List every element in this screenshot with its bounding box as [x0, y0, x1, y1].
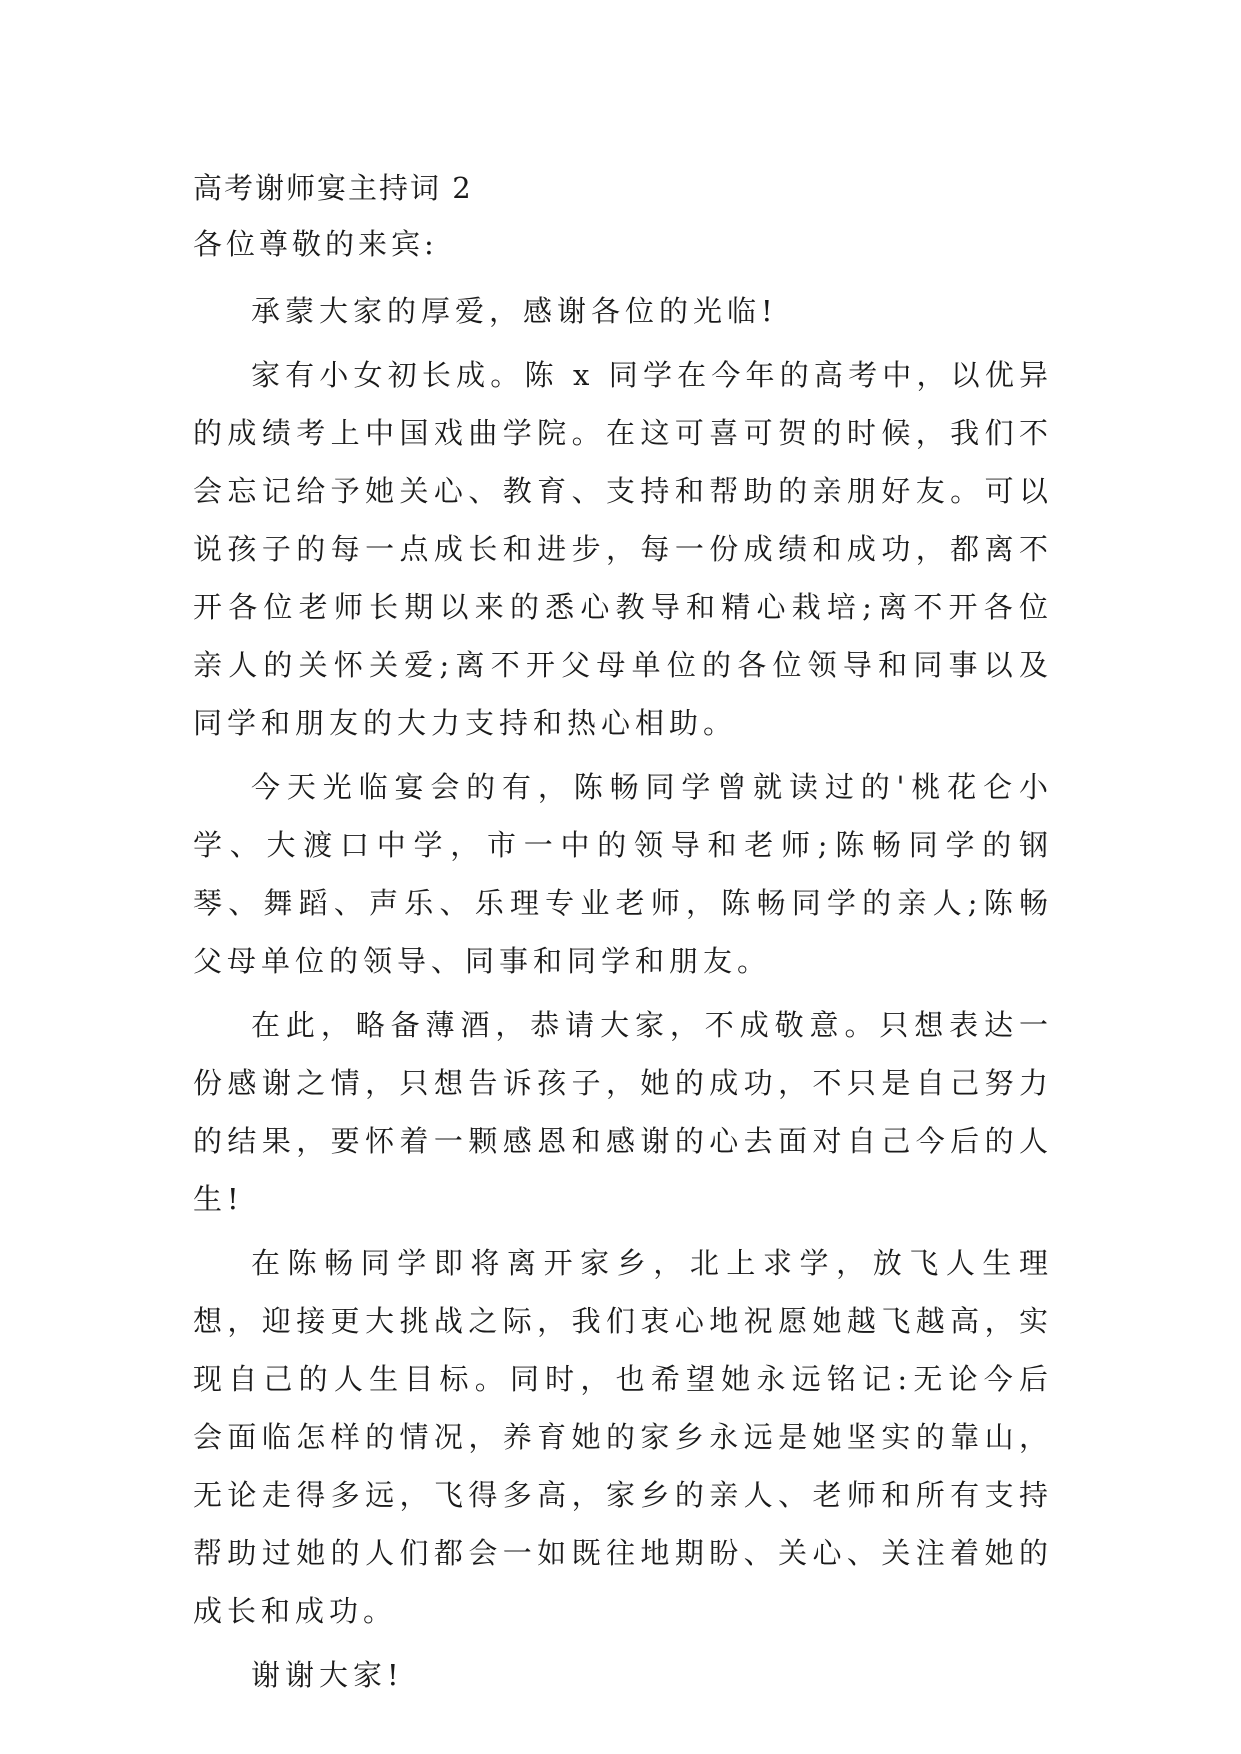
paragraph-gratitude: 在此，略备薄酒，恭请大家，不成敬意。只想表达一份感谢之情，只想告诉孩子，她的成功，不只是自己努力的结果，要怀着一颗感恩和感谢的心去面对自己今后的人生!: [193, 1008, 1053, 1216]
paragraph-opening: 承蒙大家的厚爱，感谢各位的光临!: [251, 294, 778, 328]
paragraph-closing: 谢谢大家!: [251, 1658, 404, 1692]
paragraph-daughter-achievement: 家有小女初长成。陈 x 同学在今年的高考中，以优异的成绩考上中国戏曲学院。在这可喜可贺的时候，我们不会忘记给予她关心、教育、支持和帮助的亲朋好友。可以说孩子的每一点成长和进步，每一份成绩和成功，都离不开各位老师长期以来的悉心教导和精心栽培;离不开各位亲人的关怀关爱;离不开父母单位的各位领导和同事以及同学和朋友的大力支持和热心相助。: [193, 358, 1053, 740]
paragraph-guests: 今天光临宴会的有，陈畅同学曾就读过的'桃花仑小学、大渡口中学，市一中的领导和老师;陈畅同学的钢琴、舞蹈、声乐、乐理专业老师，陈畅同学的亲人;陈畅父母单位的领导、同事和同学和朋友。: [193, 770, 1053, 978]
salutation: 各位尊敬的来宾:: [193, 227, 438, 261]
document-page: [193, 160, 1053, 1704]
document-title: 高考谢师宴主持词 2: [193, 171, 473, 205]
paragraph-wishes: 在陈畅同学即将离开家乡，北上求学，放飞人生理想，迎接更大挑战之际，我们衷心地祝愿她越飞越高，实现自己的人生目标。同时，也希望她永远铭记:无论今后会面临怎样的情况，养育她的家乡永远是她坚实的靠山，无论走得多远，飞得多高，家乡的亲人、老师和所有支持帮助过她的人们都会一如既往地期盼、关心、关注着她的成长和成功。: [193, 1246, 1053, 1628]
